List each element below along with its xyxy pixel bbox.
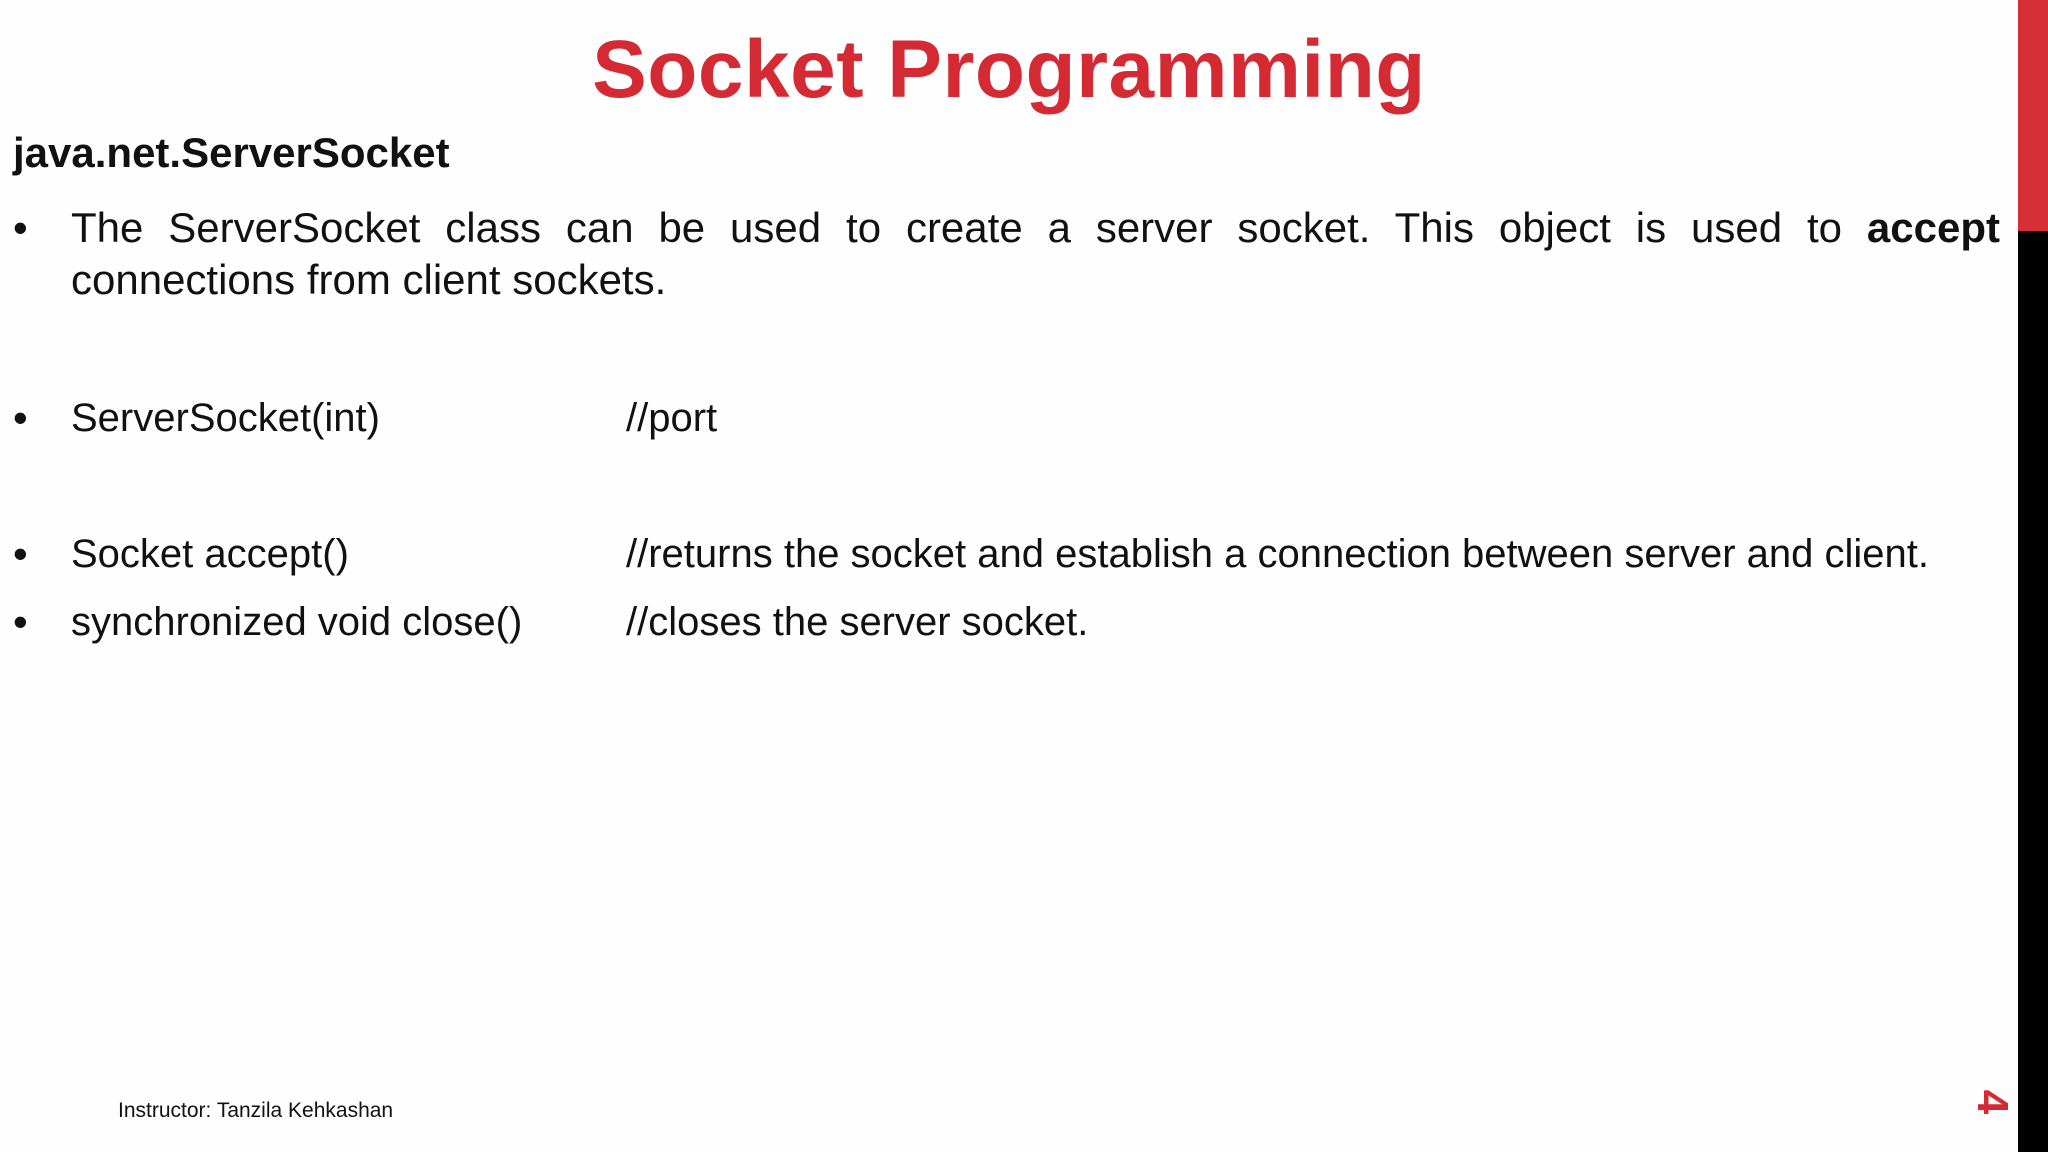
section-heading: java.net.ServerSocket [13, 129, 450, 176]
method-comment-close: //closes the server socket. [626, 600, 1089, 644]
instructor-footer: Instructor: Tanzila Kehkashan [118, 1099, 394, 1122]
slide-title: Socket Programming [592, 24, 1426, 115]
intro-accept-emphasis: accept [1866, 204, 2000, 251]
intro-paragraph [71, 202, 2000, 306]
page-number: 4 [1968, 1089, 2017, 1115]
method-comment-serversocket: //port [626, 396, 718, 440]
intro-line-1 [71, 202, 2000, 254]
bullet-method-2: • [13, 530, 28, 577]
method-signature-serversocket: ServerSocket(int) [71, 396, 380, 440]
intro-line-1-text: The ServerSocket class can be used to create a server socket. This object is used to [71, 204, 1867, 251]
bullet-intro: • [13, 204, 28, 251]
bullet-method-3: • [13, 598, 28, 645]
intro-line-2: connections from client sockets. [71, 256, 667, 303]
bullet-method-1: • [13, 394, 28, 441]
method-signature-close: synchronized void close() [71, 600, 523, 644]
side-accent-bar-red [2018, 0, 2048, 231]
method-comment-accept: //returns the socket and establish a connection between server and client. [626, 532, 1929, 576]
side-accent-bar-black [2018, 231, 2048, 1152]
method-signature-accept: Socket accept() [71, 532, 349, 576]
